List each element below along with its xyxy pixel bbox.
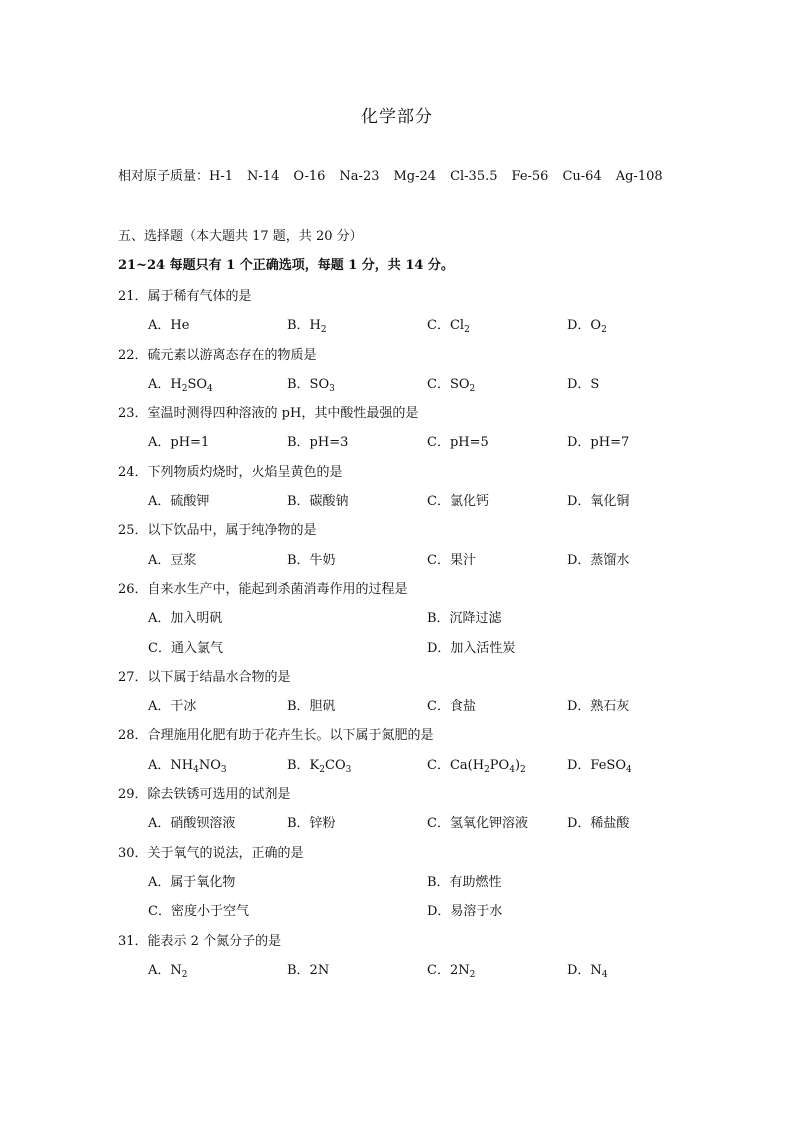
option-b: B．胆矾 <box>287 699 336 715</box>
option-a: A．硫酸钾 <box>148 494 210 510</box>
question-stem: 25．以下饮品中，属于纯净物的是 <box>118 523 317 539</box>
atomic-mass-item: Cu-64 <box>562 169 602 184</box>
question <box>118 575 678 663</box>
question <box>118 399 678 458</box>
atomic-mass-item: Ag-108 <box>615 169 663 184</box>
option-c: C．$2N_2$ <box>427 962 476 980</box>
question-stem: 28．合理施用化肥有助于花卉生长。以下属于氮肥的是 <box>118 728 434 744</box>
page-title: 化学部分 <box>361 107 433 127</box>
option-b: B．$H_2$ <box>287 318 327 336</box>
option-d: D．易溶于水 <box>427 904 503 920</box>
option-d: D．氧化铜 <box>567 494 630 510</box>
question-stem: 31．能表示 2 个氮分子的是 <box>118 933 282 949</box>
section-instruction: 21~24 每题只有 1 个正确选项，每题 1 分，共 14 分。 <box>118 258 454 273</box>
question-stem: 24．下列物质灼烧时，火焰呈黄色的是 <box>118 464 343 480</box>
atomic-mass-label: 相对原子质量： <box>118 169 210 184</box>
option-c: C．pH=5 <box>427 435 489 451</box>
option-c: C．通入氯气 <box>148 640 223 656</box>
option-b: B．$K_2CO_3$ <box>287 757 352 775</box>
atomic-mass-item: O-16 <box>293 169 326 184</box>
question-stem: 27．以下属于结晶水合物的是 <box>118 669 291 685</box>
question <box>118 780 678 839</box>
option-a: A．加入明矾 <box>148 611 223 627</box>
option-row <box>118 692 678 721</box>
option-row <box>118 604 678 633</box>
atomic-mass-item: Mg-24 <box>393 169 437 184</box>
question-stem: 22．硫元素以游离态存在的物质是 <box>118 347 317 363</box>
option-c: C．果汁 <box>427 552 476 568</box>
question <box>118 927 678 986</box>
question <box>118 663 678 722</box>
atomic-mass-line <box>118 165 663 184</box>
option-d: D．$N_4$ <box>567 962 608 980</box>
question <box>118 458 678 517</box>
option-a: A．He <box>148 318 190 334</box>
option-b: B．pH=3 <box>287 435 349 451</box>
option-b: B．2N <box>287 962 330 978</box>
option-a: A．$H_2SO_4$ <box>148 376 213 394</box>
option-d: D．加入活性炭 <box>427 640 516 656</box>
option-a: A．干冰 <box>148 699 197 715</box>
option-row <box>118 751 678 780</box>
option-row <box>118 428 678 457</box>
question <box>118 341 678 400</box>
option-c: C．密度小于空气 <box>148 904 249 920</box>
option-c: C．氯化钙 <box>427 494 489 510</box>
atomic-mass-list <box>209 169 663 184</box>
option-row <box>118 809 678 838</box>
option-b: B．沉降过滤 <box>427 611 502 627</box>
atomic-mass-item: Na-23 <box>339 169 380 184</box>
question-stem: 23．室温时测得四种溶液的 pH，其中酸性最强的是 <box>118 406 419 422</box>
atomic-mass-item: Fe-56 <box>511 169 549 184</box>
option-d: D．FeSO$_4$ <box>567 757 632 775</box>
option-a: A．属于氧化物 <box>148 874 236 890</box>
question-list <box>118 282 678 985</box>
question <box>118 516 678 575</box>
option-row <box>118 634 678 663</box>
question-stem: 21．属于稀有气体的是 <box>118 289 252 304</box>
option-row <box>118 487 678 516</box>
question-stem: 26．自来水生产中，能起到杀菌消毒作用的过程是 <box>118 581 408 597</box>
option-a: A．$N_2$ <box>148 962 188 980</box>
question-stem: 30．关于氧气的说法，正确的是 <box>118 845 304 861</box>
section-heading: 五、选择题（本大题共 17 题，共 20 分） <box>118 229 363 244</box>
option-d: D．熟石灰 <box>567 699 630 715</box>
option-d: D．$O_2$ <box>567 318 607 336</box>
question <box>118 282 678 341</box>
option-row <box>118 311 678 340</box>
option-a: A．豆浆 <box>148 552 197 568</box>
option-b: B．有助燃性 <box>427 874 502 890</box>
option-c: C．$SO_2$ <box>427 376 476 394</box>
option-d: D．稀盐酸 <box>567 816 630 832</box>
option-a: A．pH=1 <box>148 435 210 451</box>
option-c: C．氢氧化钾溶液 <box>427 816 528 832</box>
option-a: A．$NH_4NO_3$ <box>148 757 227 775</box>
option-row <box>118 897 678 926</box>
option-row <box>118 868 678 897</box>
option-d: D．蒸馏水 <box>567 552 630 568</box>
option-c: C．食盐 <box>427 699 476 715</box>
question <box>118 721 678 780</box>
option-b: B．碳酸钠 <box>287 494 349 510</box>
atomic-mass-item: N-14 <box>247 169 280 184</box>
option-b: B．牛奶 <box>287 552 336 568</box>
option-d: D．pH=7 <box>567 435 630 451</box>
option-c: C．$Ca(H_2PO_4)_2$ <box>427 757 526 775</box>
atomic-mass-item: H-1 <box>209 169 234 184</box>
option-c: C．$Cl_2$ <box>427 318 470 336</box>
option-row <box>118 546 678 575</box>
option-d: D．S <box>567 376 600 392</box>
option-b: B．锌粉 <box>287 816 336 832</box>
option-b: B．$SO_3$ <box>287 376 335 394</box>
option-row <box>118 370 678 399</box>
question-stem: 29．除去铁锈可选用的试剂是 <box>118 787 291 803</box>
question <box>118 839 678 927</box>
atomic-mass-item: Cl-35.5 <box>450 169 498 184</box>
option-row <box>118 956 678 985</box>
option-a: A．硝酸钡溶液 <box>148 816 236 832</box>
